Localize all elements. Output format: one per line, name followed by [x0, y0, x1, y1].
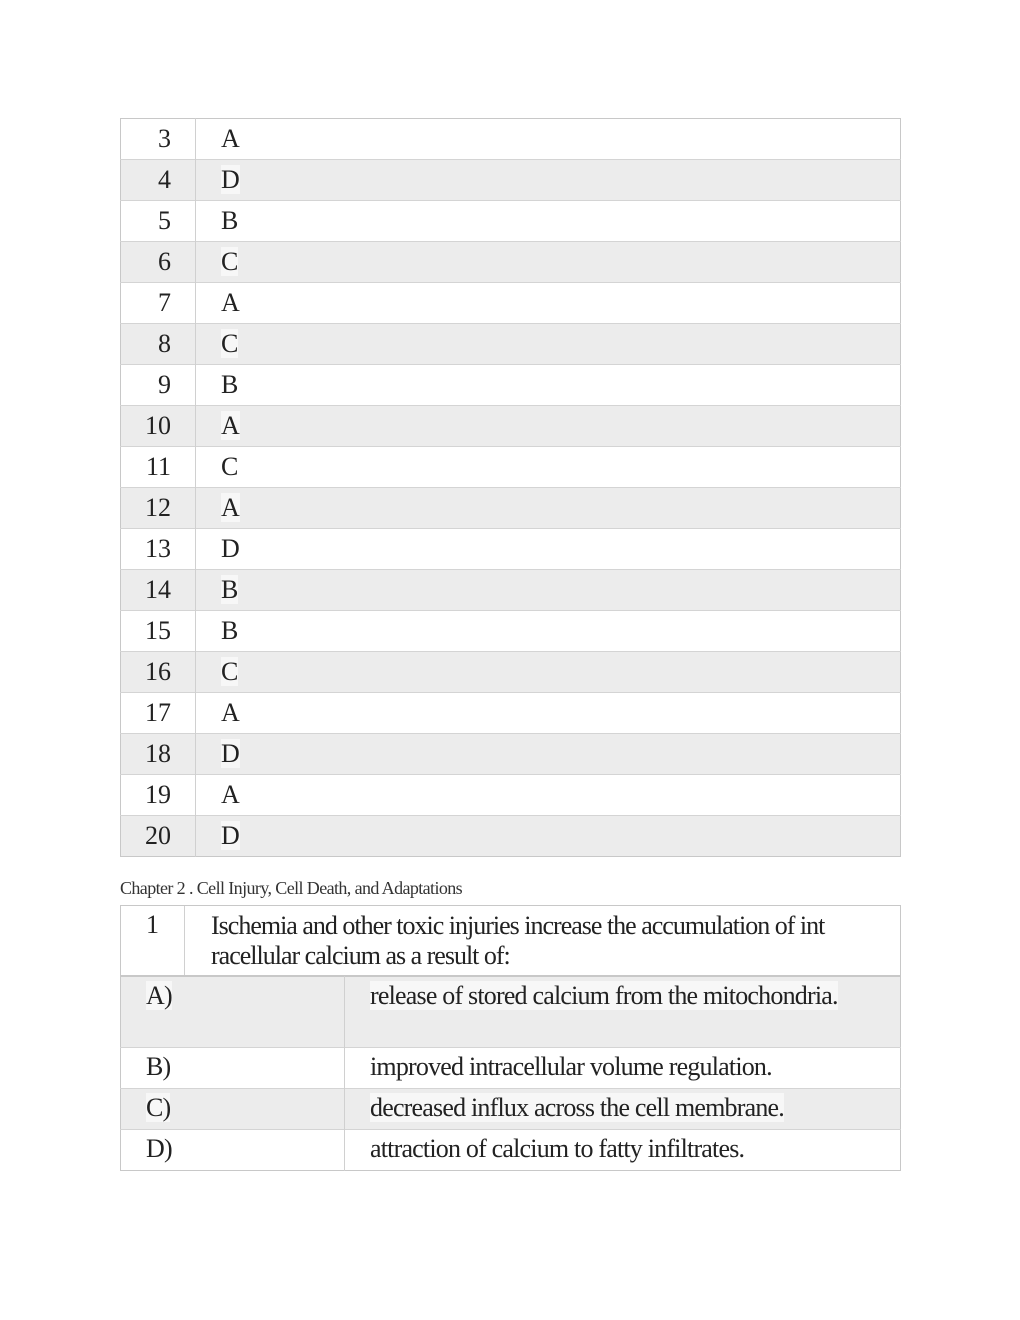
answer-letter: A	[221, 411, 240, 440]
answer-letter: B	[221, 616, 239, 645]
answer-letter: C	[221, 247, 239, 276]
answer-letter: D	[221, 739, 240, 768]
answer-letter: A	[221, 288, 240, 317]
answer-row	[121, 611, 901, 652]
option-text-cell	[345, 1089, 901, 1130]
question-number-cell: 9	[121, 365, 196, 406]
answer-letter: D	[221, 821, 240, 850]
answer-letter: C	[221, 329, 239, 358]
answer-row	[121, 775, 901, 816]
answer-cell	[196, 324, 901, 365]
answer-row	[121, 365, 901, 406]
question-number-cell: 16	[121, 652, 196, 693]
answer-row	[121, 570, 901, 611]
answer-row	[121, 447, 901, 488]
option-text: attraction of calcium to fatty infiltrates.	[370, 1134, 745, 1163]
question-header	[120, 905, 901, 976]
answer-letter: D	[221, 165, 240, 194]
question-number-cell: 10	[121, 406, 196, 447]
answer-cell	[196, 119, 901, 160]
option-row	[121, 1130, 901, 1171]
question-number-cell: 7	[121, 283, 196, 324]
option-letter: C)	[146, 1093, 171, 1122]
answer-letter: B	[221, 575, 239, 604]
answer-cell	[196, 816, 901, 857]
answer-row	[121, 283, 901, 324]
answer-letter: A	[221, 124, 240, 153]
answer-row	[121, 488, 901, 529]
question-number-cell: 15	[121, 611, 196, 652]
question-number: 1	[121, 906, 185, 975]
answer-row	[121, 734, 901, 775]
question-number-cell: 5	[121, 201, 196, 242]
answer-letter: A	[221, 780, 240, 809]
question-number-cell: 18	[121, 734, 196, 775]
answer-cell	[196, 611, 901, 652]
answer-row	[121, 816, 901, 857]
answer-row	[121, 119, 901, 160]
option-text: decreased influx across the cell membrane.	[370, 1093, 784, 1122]
question-number-cell: 12	[121, 488, 196, 529]
answer-cell	[196, 201, 901, 242]
option-letter-cell	[121, 1048, 345, 1089]
question-number-cell: 17	[121, 693, 196, 734]
option-letter: D)	[146, 1134, 172, 1163]
answer-cell	[196, 693, 901, 734]
question-number-cell: 8	[121, 324, 196, 365]
answer-cell	[196, 242, 901, 283]
answer-row	[121, 324, 901, 365]
option-letter: A)	[146, 981, 172, 1010]
answer-letter: A	[221, 698, 240, 727]
answer-options-table	[120, 976, 901, 1171]
question-number-cell: 19	[121, 775, 196, 816]
answer-cell	[196, 283, 901, 324]
answer-cell	[196, 570, 901, 611]
option-text: improved intracellular volume regulation.	[370, 1052, 772, 1081]
question-number-cell: 3	[121, 119, 196, 160]
answer-cell	[196, 488, 901, 529]
option-text-cell	[345, 977, 901, 1048]
answer-letter: D	[221, 534, 240, 563]
question-number-cell: 4	[121, 160, 196, 201]
option-letter: B)	[146, 1052, 171, 1081]
option-letter-cell	[121, 1089, 345, 1130]
answer-letter: C	[221, 452, 239, 481]
answer-cell	[196, 447, 901, 488]
answer-key-table	[120, 118, 901, 857]
question-text: Ischemia and other toxic injuries increase the accumulation of int racellular calcium as a result of:	[211, 911, 825, 970]
question-number-cell: 14	[121, 570, 196, 611]
answer-cell	[196, 734, 901, 775]
option-row	[121, 1089, 901, 1130]
answer-letter: A	[221, 493, 240, 522]
question-number-cell: 11	[121, 447, 196, 488]
answer-row	[121, 529, 901, 570]
answer-letter: B	[221, 206, 239, 235]
option-letter-cell	[121, 977, 345, 1048]
answer-row	[121, 693, 901, 734]
question-number-cell: 13	[121, 529, 196, 570]
answer-cell	[196, 365, 901, 406]
answer-row	[121, 160, 901, 201]
question-number-cell: 6	[121, 242, 196, 283]
option-text-cell	[345, 1048, 901, 1089]
answer-cell	[196, 529, 901, 570]
option-text-cell	[345, 1130, 901, 1171]
answer-letter: C	[221, 657, 239, 686]
answer-row	[121, 652, 901, 693]
answer-cell	[196, 775, 901, 816]
answer-row	[121, 242, 901, 283]
answer-row	[121, 406, 901, 447]
answer-cell	[196, 160, 901, 201]
option-row	[121, 977, 901, 1048]
option-row	[121, 1048, 901, 1089]
chapter-heading: Chapter 2 . Cell Injury, Cell Death, and Adaptations	[120, 878, 463, 898]
answer-letter: B	[221, 370, 239, 399]
answer-row	[121, 201, 901, 242]
option-text: release of stored calcium from the mitochondria.	[370, 981, 838, 1010]
answer-cell	[196, 652, 901, 693]
option-letter-cell	[121, 1130, 345, 1171]
question-number-cell: 20	[121, 816, 196, 857]
answer-cell	[196, 406, 901, 447]
